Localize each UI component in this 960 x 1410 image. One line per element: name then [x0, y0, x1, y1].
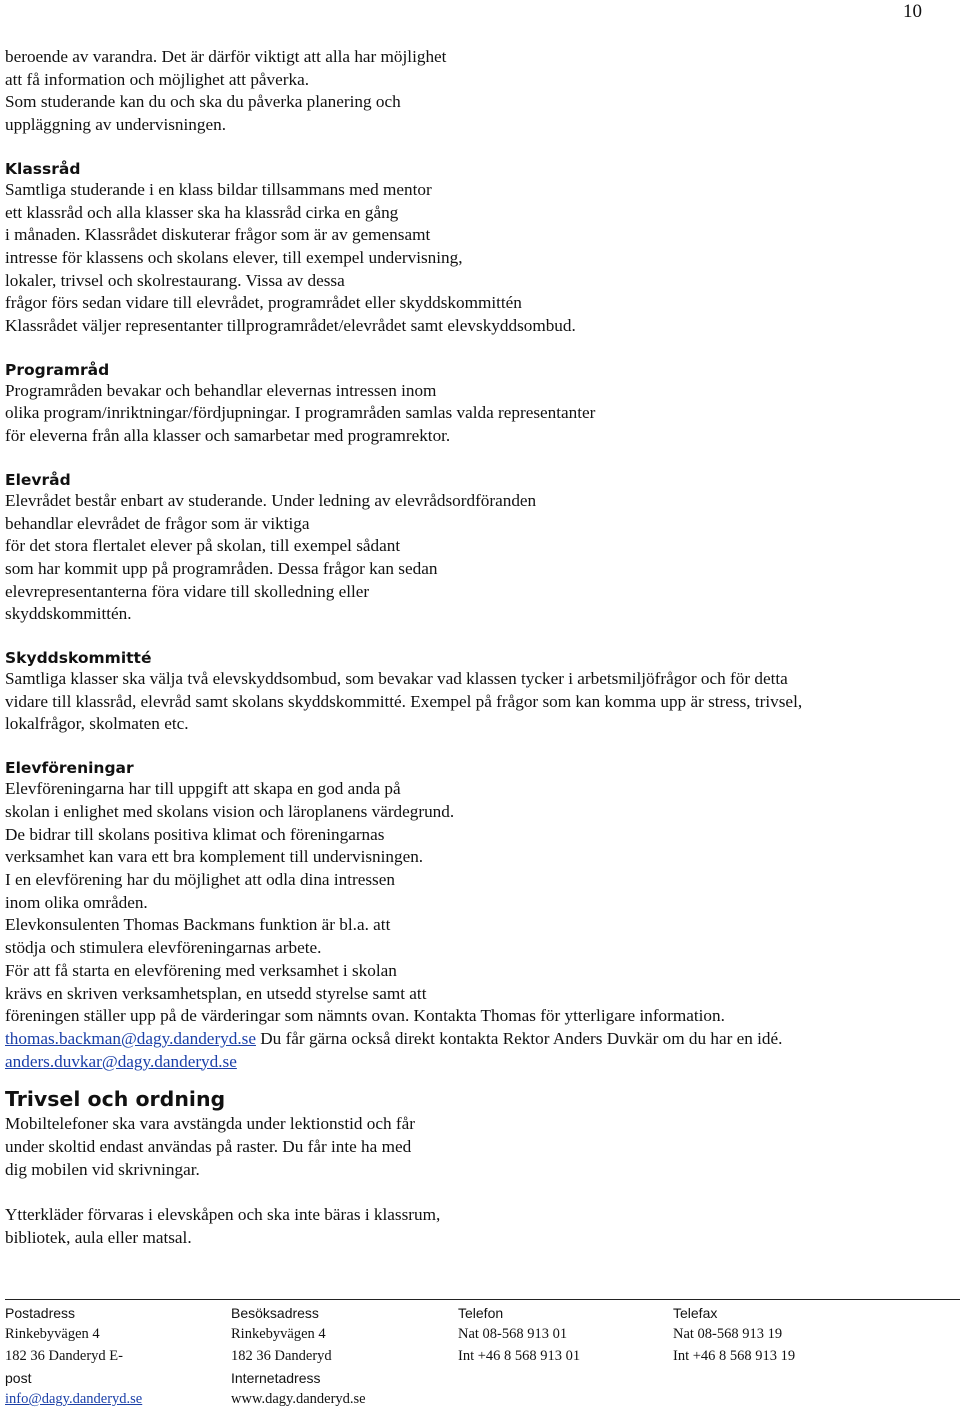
text-line: Ytterkläder förvaras i elevskåpen och ska inte bäras i klassrum, [5, 1205, 441, 1225]
text-line: under skoltid endast användas på raster. Du får inte ha med [5, 1137, 412, 1157]
intro-paragraph [5, 46, 935, 137]
text-line: Klassrådet väljer representanter tillprogramrådet/elevrådet samt elevskyddsombud. [5, 316, 576, 336]
text-line: föreningen ställer upp på de värderingar som nämnts ovan. Kontakta Thomas för ytterligare information. [5, 1006, 725, 1026]
footer-label: Telefax [673, 1305, 718, 1321]
footer-email-link[interactable]: info@dagy.danderyd.se [5, 1391, 143, 1407]
text-line: skolan i enlighet med skolans vision och läroplanens värdegrund. [5, 801, 455, 821]
text-line: för det stora flertalet elever på skolan, till exempel sådant [5, 536, 401, 556]
text-line: Elevrådet består enbart av studerande. Under ledning av elevrådsordföranden [5, 490, 537, 510]
footer-value: 182 36 Danderyd [231, 1348, 332, 1364]
footer-label: Besöksadress [231, 1305, 319, 1321]
text-line: Elevkonsulenten Thomas Backmans funktion är bl.a. att [5, 915, 391, 935]
elevrad-paragraph [5, 490, 935, 626]
footer-label: Internetadress [231, 1370, 321, 1386]
text-line: krävs en skriven verksamhetsplan, en utsedd styrelse samt att [5, 983, 427, 1003]
text-line: dig mobilen vid skrivningar. [5, 1159, 200, 1179]
footer-value: Rinkebyvägen 4 [5, 1326, 100, 1342]
text-line: Programråden bevakar och behandlar elevernas intressen inom [5, 380, 437, 400]
footer-value: 182 36 Danderyd E- [5, 1348, 123, 1364]
text-line: uppläggning av undervisningen. [5, 115, 227, 135]
trivsel-paragraph-1 [5, 1113, 935, 1181]
text-line: De bidrar till skolans positiva klimat och föreningarnas [5, 824, 385, 844]
contact-text: Du får gärna också direkt kontakta Rektor Anders Duvkär om du har en idé. [255, 1028, 783, 1048]
text-line: att få information och möjlighet att påverka. [5, 69, 310, 89]
footer-value: Nat 08-568 913 01 [458, 1326, 568, 1342]
text-line: i månaden. Klassrådet diskuterar frågor som är av gemensamt [5, 225, 431, 245]
text-line: bibliotek, aula eller matsal. [5, 1228, 192, 1248]
email-link-thomas[interactable]: thomas.backman@dagy.danderyd.se [5, 1028, 256, 1048]
footer-value: Int +46 8 568 913 19 [673, 1348, 796, 1364]
text-line: behandlar elevrådet de frågor som är viktiga [5, 513, 310, 533]
email-line [5, 1028, 935, 1051]
text-line: Som studerande kan du och ska du påverka planering och [5, 92, 401, 112]
text-line: frågor förs sedan vidare till elevrådet, programrådet eller skyddskommittén [5, 293, 522, 313]
text-line: lokaler, trivsel och skolrestaurang. Vissa av dessa [5, 270, 345, 290]
text-line: För att få starta en elevförening med verksamhet i skolan [5, 960, 397, 980]
text-line: Samtliga klasser ska välja två elevskyddsombud, som bevakar vad klassen tycker i arbetsmiljöfrågor och för detta [5, 669, 788, 689]
text-line: verksamhet kan vara ett bra komplement till undervisningen. [5, 847, 424, 867]
text-line: Samtliga studerande i en klass bildar tillsammans med mentor [5, 179, 432, 199]
page-footer [5, 1299, 960, 1407]
email-line [5, 1051, 935, 1074]
heading-klassrad: Klassråd [5, 159, 81, 178]
trivsel-paragraph-2 [5, 1204, 935, 1249]
footer-website: www.dagy.danderyd.se [231, 1391, 366, 1407]
heading-elevrad: Elevråd [5, 470, 71, 489]
text-line: som har kommit upp på programråden. Dessa frågor kan sedan [5, 558, 438, 578]
klassrad-paragraph [5, 179, 935, 338]
heading-programrad: Programråd [5, 360, 110, 379]
footer-label: Postadress [5, 1305, 76, 1321]
text-line: I en elevförening har du möjlighet att odla dina intressen [5, 869, 395, 889]
heading-elevforeningar: Elevföreningar [5, 759, 134, 778]
text-line: beroende av varandra. Det är därför viktigt att alla har möjlighet [5, 47, 447, 66]
text-line: Mobiltelefoner ska vara avstängda under lektionstid och får [5, 1114, 415, 1134]
footer-value: Nat 08-568 913 19 [673, 1326, 783, 1342]
text-line: skyddskommittén. [5, 604, 132, 624]
programrad-paragraph [5, 380, 935, 448]
document-body [5, 46, 935, 1250]
text-line: elevrepresentanterna föra vidare till skolledning eller [5, 581, 370, 601]
page-number: 10 [903, 1, 922, 22]
elevforeningar-paragraph [5, 778, 935, 1073]
heading-trivsel: Trivsel och ordning [5, 1087, 226, 1112]
text-line: inom olika områden. [5, 892, 148, 912]
footer-value: Rinkebyvägen 4 [231, 1326, 326, 1342]
footer-value: post [5, 1370, 32, 1386]
text-line: för eleverna från alla klasser och samarbetar med programrektor. [5, 426, 451, 446]
text-line: Elevföreningarna har till uppgift att skapa en god anda på [5, 779, 401, 799]
text-line: intresse för klassens och skolans elever, till exempel undervisning, [5, 247, 463, 267]
text-line: vidare till klassråd, elevråd samt skolans skyddskommitté. Exempel på frågor som kan komma upp är stress, trivsel, [5, 691, 803, 711]
text-line: stödja och stimulera elevföreningarnas arbete. [5, 938, 322, 958]
footer-value: Int +46 8 568 913 01 [458, 1348, 581, 1364]
email-link-anders[interactable]: anders.duvkar@dagy.danderyd.se [5, 1051, 237, 1071]
text-line: ett klassråd och alla klasser ska ha klassråd cirka en gång [5, 202, 399, 222]
footer-label: Telefon [458, 1305, 504, 1321]
text-line: olika program/inriktningar/fördjupningar. I programråden samlas valda representanter [5, 403, 596, 423]
skyddskommitte-paragraph [5, 668, 935, 736]
text-line: lokalfrågor, skolmaten etc. [5, 714, 189, 734]
heading-skyddskommitte: Skyddskommitté [5, 649, 152, 668]
